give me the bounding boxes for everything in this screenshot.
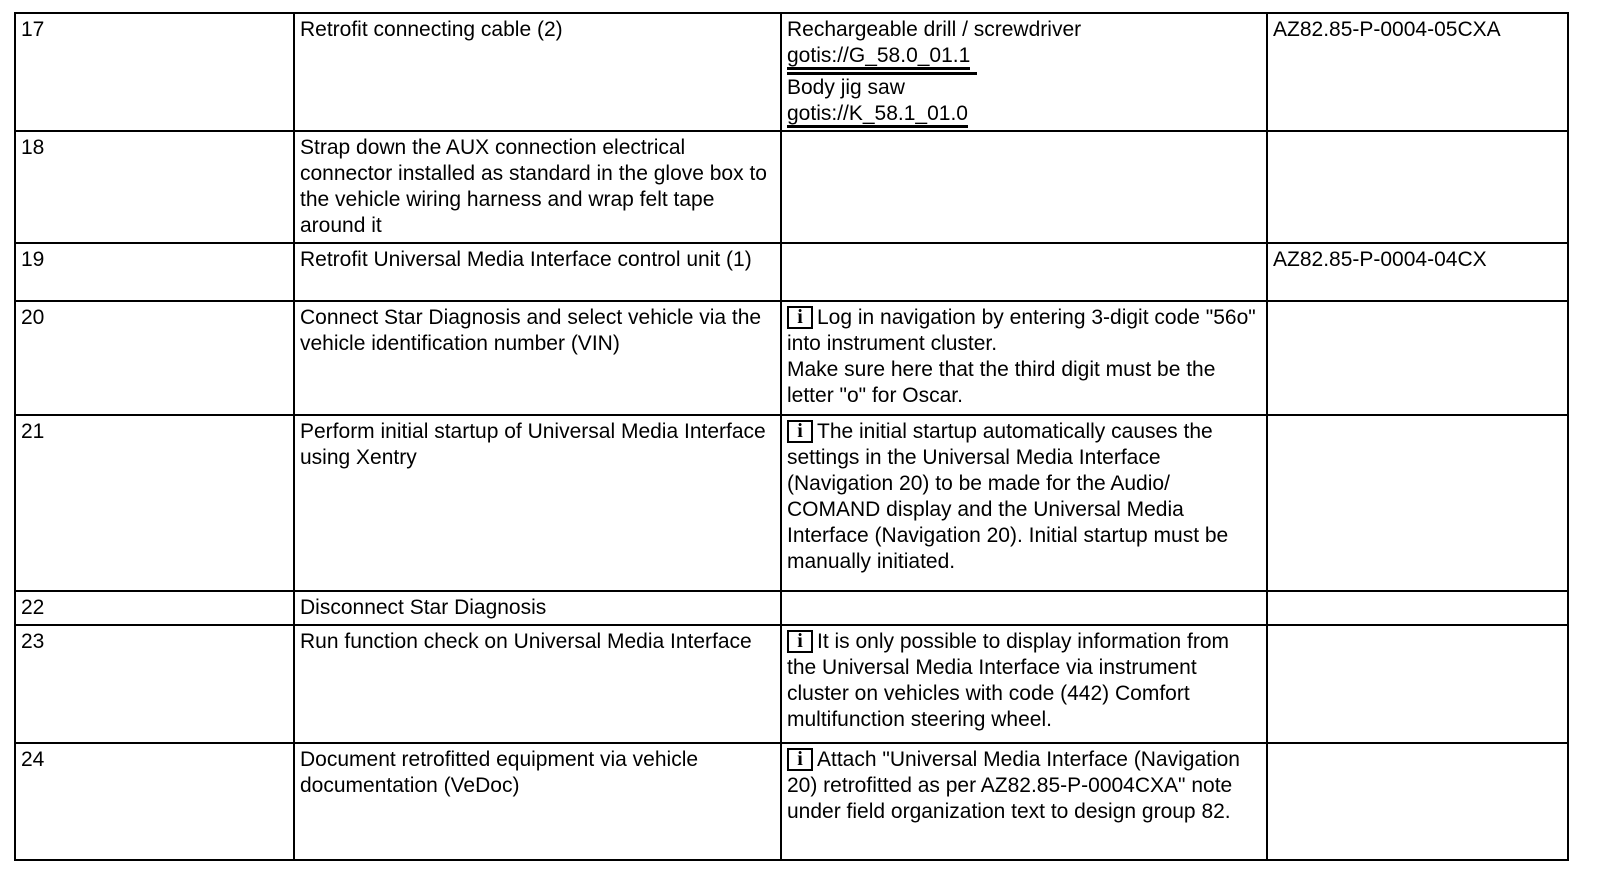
step-number: 24: [15, 743, 294, 860]
step-action: Disconnect Star Diagnosis: [294, 591, 781, 625]
table-row: [15, 743, 1568, 860]
step-action: Run function check on Universal Media Interface: [294, 625, 781, 743]
step-notes: [781, 415, 1267, 591]
table-row: [15, 131, 1568, 243]
info-icon: i: [787, 630, 813, 653]
step-notes: [781, 743, 1267, 860]
note-text: The initial startup automatically causes the settings in the Universal Media Interface (Navigation 20) to be made for the Audio/ COMAND display and the Universal Media Interface (Navigation 20). Initial startup must be manually initiated.: [787, 420, 1229, 573]
step-action: Strap down the AUX connection electrical connector installed as standard in the glove box to the vehicle wiring harness and wrap felt tape around it: [294, 131, 781, 243]
step-action: Perform initial startup of Universal Media Interface using Xentry: [294, 415, 781, 591]
step-number: 22: [15, 591, 294, 625]
note-text: Make sure here that the third digit must be the letter "o" for Oscar.: [787, 358, 1216, 407]
step-reference[interactable]: AZ82.85-P-0004-04CX: [1267, 243, 1568, 301]
step-notes: [781, 625, 1267, 743]
step-notes: [781, 131, 1267, 243]
step-action: Connect Star Diagnosis and select vehicle via the vehicle identification number (VIN): [294, 301, 781, 415]
step-action: Retrofit connecting cable (2): [294, 13, 781, 131]
tool-name: Rechargeable drill / screwdriver: [787, 18, 1082, 41]
step-number: 18: [15, 131, 294, 243]
step-reference: [1267, 591, 1568, 625]
tool-name: Body jig saw: [787, 76, 905, 99]
note-text: It is only possible to display information from the Universal Media Interface via instrument cluster on vehicles with code (442) Comfort multifunction steering wheel.: [787, 630, 1230, 731]
note-text: Log in navigation by entering 3-digit code "56o" into instrument cluster.: [787, 306, 1256, 355]
note-text: Attach "Universal Media Interface (Navigation 20) retrofitted as per AZ82.85-P-0004CXA" note under field organization text to design group 82.: [787, 748, 1240, 823]
step-tools: [781, 13, 1267, 131]
step-reference[interactable]: AZ82.85-P-0004-05CXA: [1267, 13, 1568, 131]
step-reference: [1267, 131, 1568, 243]
step-number: 19: [15, 243, 294, 301]
info-icon: i: [787, 420, 813, 443]
step-action: Retrofit Universal Media Interface control unit (1): [294, 243, 781, 301]
table-row: [15, 301, 1568, 415]
table-row: [15, 625, 1568, 743]
work-steps-table: [14, 12, 1569, 861]
tool-link[interactable]: gotis://K_58.1_01.0: [787, 103, 968, 128]
step-reference: [1267, 625, 1568, 743]
step-reference: [1267, 301, 1568, 415]
step-notes: [781, 301, 1267, 415]
step-notes: [781, 591, 1267, 625]
tool-link[interactable]: gotis://G_58.0_01.1: [787, 45, 970, 70]
table-row: [15, 415, 1568, 591]
table-row: [15, 13, 1568, 131]
step-notes: [781, 243, 1267, 301]
table-row: [15, 243, 1568, 301]
step-number: 23: [15, 625, 294, 743]
step-number: 20: [15, 301, 294, 415]
step-action: Document retrofitted equipment via vehicle documentation (VeDoc): [294, 743, 781, 860]
info-icon: i: [787, 748, 813, 771]
info-icon: i: [787, 306, 813, 329]
step-number: 21: [15, 415, 294, 591]
table-row: [15, 591, 1568, 625]
step-number: 17: [15, 13, 294, 131]
step-reference: [1267, 415, 1568, 591]
step-reference: [1267, 743, 1568, 860]
